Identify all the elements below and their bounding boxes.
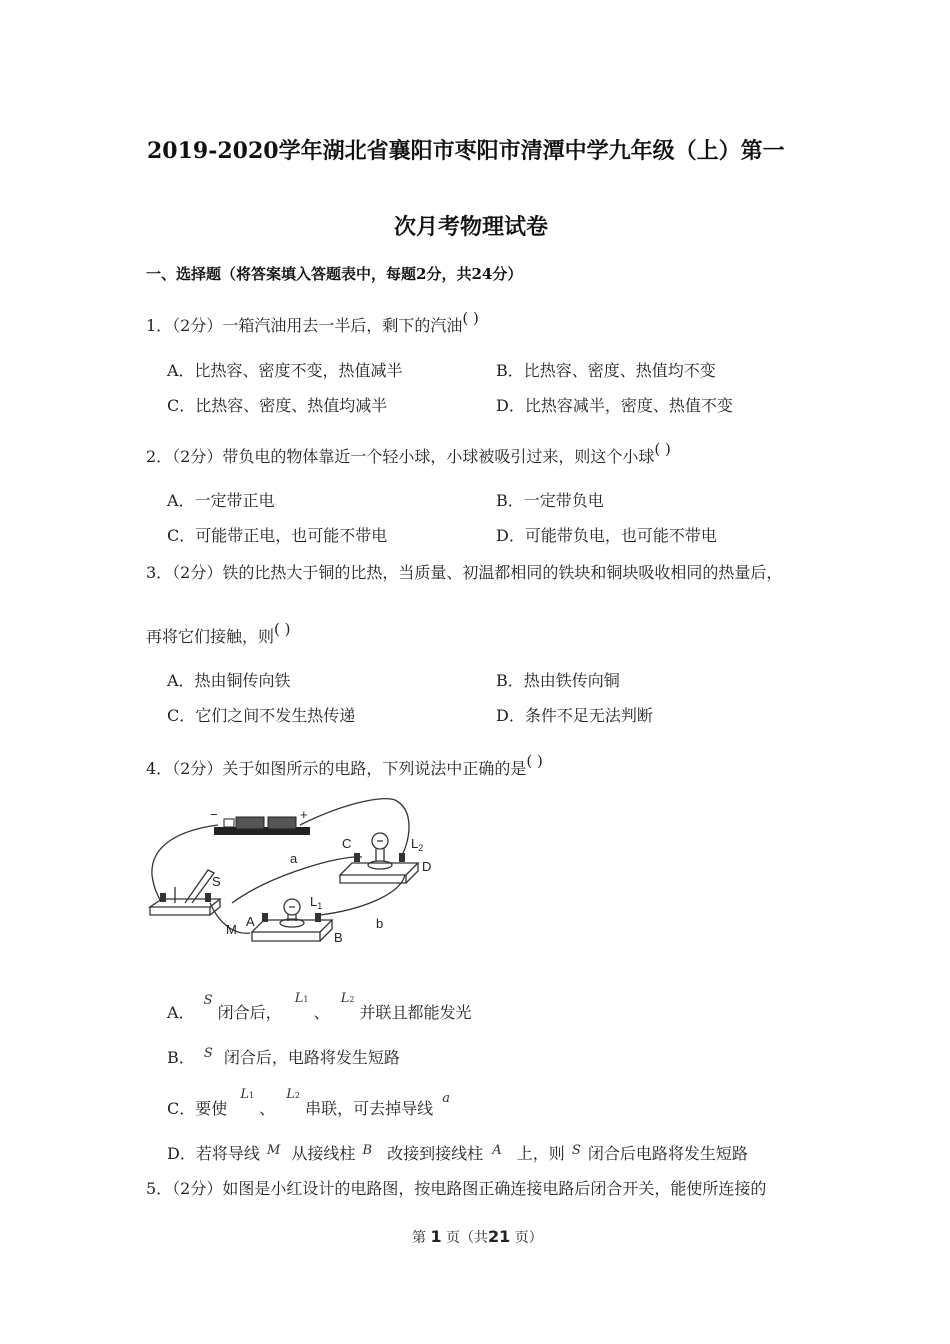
question-4-text: 4．（2分）关于如图所示的电路，下列说法中正确的是 <box>146 759 527 778</box>
question-5-stem: 5．（2分）如图是小红设计的电路图，按电路图正确连接电路后闭合开关，能使所连接的 <box>146 1179 767 1198</box>
label-a-terminal: A <box>246 914 255 929</box>
option-label: A． <box>167 1003 195 1022</box>
label-c: C <box>342 836 352 851</box>
q3-option-c: C．它们之间不发生热传递 <box>167 706 356 725</box>
symbol-a: a <box>442 1091 450 1106</box>
label-l1: $L_1$ <box>310 894 323 911</box>
answer-blank: ( ) <box>526 752 543 770</box>
option-label: D．若将导线 <box>167 1144 260 1163</box>
label-minus: − <box>210 807 218 822</box>
q1-option-c: C．比热容、密度、热值均减半 <box>167 396 388 415</box>
label-b-wire: b <box>376 916 384 931</box>
q2-option-c: C．可能带正电，也可能不带电 <box>167 526 388 545</box>
q2-option-d: D．可能带负电，也可能不带电 <box>496 526 717 545</box>
symbol-m: M <box>266 1143 281 1158</box>
q4-option-d <box>167 1141 748 1164</box>
symbol-l2: L2 <box>286 1087 301 1102</box>
page-title-line1: 2019-2020学年湖北省襄阳市枣阳市清潭中学九年级（上）第一 <box>147 138 785 164</box>
question-1-text: 1．（2分）一箱汽油用去一半后，剩下的汽油 <box>146 316 463 335</box>
symbol-s: S <box>571 1143 581 1158</box>
q4-option-b <box>167 1045 400 1068</box>
page-total: 21 <box>488 1227 511 1246</box>
option-text: 闭合后电路将发生短路 <box>587 1144 748 1163</box>
question-3-stem-line1: 3．（2分）铁的比热大于铜的比热，当质量、初温都相同的铁块和铜块吸收相同的热量后， <box>146 563 783 582</box>
label-b-terminal: B <box>334 930 343 945</box>
question-3-text: 再将它们接触，则 <box>146 627 275 646</box>
option-label: C．要使 <box>167 1099 228 1118</box>
question-4-stem <box>146 752 543 779</box>
q4-option-c <box>167 1087 450 1119</box>
footer-text: 第 <box>412 1230 426 1246</box>
q1-option-d: D．比热容减半，密度、热值不变 <box>496 396 733 415</box>
label-m: M <box>226 922 237 937</box>
label-a-wire: a <box>290 851 298 866</box>
symbol-a: A <box>492 1143 502 1158</box>
option-text: 改接到接线柱 <box>387 1144 484 1163</box>
q1-option-b: B．比热容、密度、热值均不变 <box>496 361 716 380</box>
label-d: D <box>422 859 432 874</box>
separator: 、 <box>313 1003 330 1022</box>
footer-text: 页） <box>514 1230 543 1246</box>
question-2-text: 2．（2分）带负电的物体靠近一个轻小球，小球被吸引过来，则这个小球 <box>146 447 655 466</box>
answer-blank: ( ) <box>654 440 671 458</box>
separator: 、 <box>259 1099 276 1118</box>
page-number: 1 <box>430 1227 442 1246</box>
symbol-l2: L2 <box>340 991 355 1006</box>
q4-option-a <box>167 991 472 1023</box>
q2-option-b: B．一定带负电 <box>496 491 604 510</box>
label-plus: + <box>300 807 308 822</box>
q3-option-a: A．热由铜传向铁 <box>167 671 291 690</box>
option-label: B． <box>167 1048 195 1067</box>
symbol-s: S <box>203 1046 213 1061</box>
option-text: 闭合后， <box>217 1003 282 1022</box>
question-3-stem-line2 <box>146 620 291 647</box>
question-2-stem <box>146 440 671 467</box>
symbol-l1: L1 <box>294 991 309 1006</box>
wire-battery-to-switch <box>152 825 218 900</box>
symbol-s: S <box>203 993 213 1008</box>
label-l2: $L_2$ <box>411 836 424 853</box>
wire-b <box>320 875 405 915</box>
answer-blank: ( ) <box>274 620 291 638</box>
option-text: 上，则 <box>516 1144 565 1163</box>
page-title-line2: 次月考物理试卷 <box>394 214 549 240</box>
q3-option-d: D．条件不足无法判断 <box>496 706 653 725</box>
section-heading: 一、选择题（将答案填入答题表中，每题2分，共24分） <box>146 265 523 283</box>
option-text: 串联，可去掉导线 <box>305 1099 434 1118</box>
page-footer <box>412 1227 543 1247</box>
answer-blank: ( ) <box>462 309 479 327</box>
circuit-diagram <box>140 795 450 955</box>
q2-option-a: A．一定带正电 <box>167 491 275 510</box>
label-s: S <box>212 874 221 889</box>
option-text: 并联且都能发光 <box>359 1003 472 1022</box>
q3-option-b: B．热由铁传向铜 <box>496 671 620 690</box>
q1-option-a: A．比热容、密度不变，热值减半 <box>167 361 403 380</box>
wire-battery-to-l2 <box>300 799 409 855</box>
symbol-l1: L1 <box>240 1087 255 1102</box>
option-text: 闭合后，电路将发生短路 <box>223 1048 400 1067</box>
symbol-b: B <box>362 1143 373 1158</box>
question-1-stem <box>146 309 479 336</box>
option-text: 从接线柱 <box>291 1144 356 1163</box>
footer-text: 页（共 <box>446 1230 489 1246</box>
